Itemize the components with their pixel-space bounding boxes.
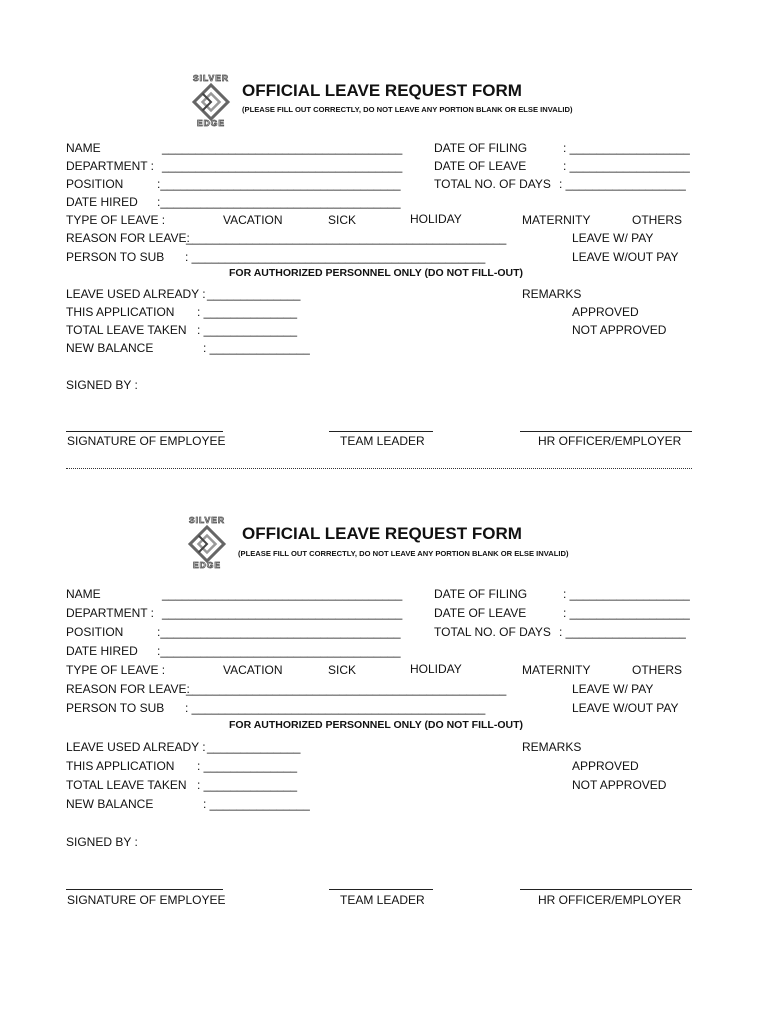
date-of-leave-field[interactable]: : __________________	[563, 159, 690, 173]
date-hired-label: DATE HIRED	[66, 195, 138, 209]
vacation-option[interactable]: VACATION	[223, 213, 283, 227]
position-field[interactable]: :____________________________________	[157, 177, 401, 191]
total-days-field[interactable]: : __________________	[559, 625, 686, 639]
signed-by-label: SIGNED BY :	[66, 835, 138, 849]
others-option[interactable]: OTHERS	[632, 213, 683, 227]
position-label: POSITION	[66, 177, 124, 191]
approved-option[interactable]: APPROVED	[572, 305, 639, 319]
leave-used-label: LEAVE USED ALREADY :	[66, 740, 206, 754]
total-taken-label: TOTAL LEAVE TAKEN	[66, 778, 187, 792]
employee-signature-line[interactable]	[66, 431, 223, 432]
sick-option[interactable]: SICK	[328, 663, 357, 677]
type-of-leave-label: TYPE OF LEAVE :	[66, 213, 166, 227]
date-of-filing-field[interactable]: : __________________	[563, 141, 690, 155]
person-to-sub-field[interactable]: : ____________________________________________	[185, 701, 486, 715]
new-balance-field[interactable]: : _______________	[203, 341, 310, 355]
leave-without-pay-option[interactable]: LEAVE W/OUT PAY	[572, 250, 679, 264]
this-application-field[interactable]: : ______________	[197, 305, 298, 319]
date-of-filing-label: DATE OF FILING	[434, 141, 528, 155]
hr-officer-label: HR OFFICER/EMPLOYER	[538, 893, 682, 907]
leave-used-field[interactable]: ______________	[207, 287, 301, 301]
total-taken-field[interactable]: : ______________	[197, 778, 298, 792]
holiday-option[interactable]: HOLIDAY	[410, 662, 462, 676]
total-taken-label: TOTAL LEAVE TAKEN	[66, 323, 187, 337]
not-approved-option[interactable]: NOT APPROVED	[572, 323, 667, 337]
team-leader-label: TEAM LEADER	[340, 893, 425, 907]
form-title: OFFICIAL LEAVE REQUEST FORM	[242, 524, 522, 543]
total-days-label: TOTAL NO. OF DAYS	[434, 625, 551, 639]
form-subtitle: (PLEASE FILL OUT CORRECTLY, DO NOT LEAVE ANY PORTION BLANK OR ELSE INVALID)	[238, 549, 569, 558]
date-of-leave-label: DATE OF LEAVE	[434, 606, 527, 620]
position-label: POSITION	[66, 625, 124, 639]
new-balance-field[interactable]: : _______________	[203, 797, 310, 811]
hr-signature-line[interactable]	[520, 889, 692, 890]
svg-text:EDGE: EDGE	[192, 560, 222, 570]
date-hired-field[interactable]: :____________________________________	[157, 644, 401, 658]
date-hired-label: DATE HIRED	[66, 644, 138, 658]
team-leader-signature-line[interactable]	[329, 431, 433, 432]
reason-field[interactable]: ________________________________________________	[186, 231, 507, 245]
signed-by-label: SIGNED BY :	[66, 378, 138, 392]
leave-with-pay-option[interactable]: LEAVE W/ PAY	[572, 231, 654, 245]
department-field[interactable]: ____________________________________	[162, 606, 403, 620]
employee-signature-label: SIGNATURE OF EMPLOYEE	[67, 893, 226, 907]
reason-label: REASON FOR LEAVE:	[66, 231, 190, 245]
silver-edge-logo-icon	[184, 72, 238, 128]
date-of-leave-label: DATE OF LEAVE	[434, 159, 527, 173]
this-application-label: THIS APPLICATION	[66, 305, 175, 319]
new-balance-label: NEW BALANCE	[66, 341, 154, 355]
this-application-label: THIS APPLICATION	[66, 759, 175, 773]
not-approved-option[interactable]: NOT APPROVED	[572, 778, 667, 792]
name-field[interactable]: ____________________________________	[162, 587, 403, 601]
vacation-option[interactable]: VACATION	[223, 663, 283, 677]
person-to-sub-label: PERSON TO SUB	[66, 250, 165, 264]
department-field[interactable]: ____________________________________	[162, 159, 403, 173]
date-of-filing-field[interactable]: : __________________	[563, 587, 690, 601]
type-of-leave-label: TYPE OF LEAVE :	[66, 663, 166, 677]
remarks-label: REMARKS	[522, 740, 582, 754]
total-days-field[interactable]: : __________________	[559, 177, 686, 191]
sick-option[interactable]: SICK	[328, 213, 357, 227]
leave-without-pay-option[interactable]: LEAVE W/OUT PAY	[572, 701, 679, 715]
department-label: DEPARTMENT :	[66, 606, 155, 620]
total-taken-field[interactable]: : ______________	[197, 323, 298, 337]
approved-option[interactable]: APPROVED	[572, 759, 639, 773]
leave-used-field[interactable]: ______________	[207, 740, 301, 754]
employee-signature-line[interactable]	[66, 889, 223, 890]
reason-field[interactable]: ________________________________________________	[186, 682, 507, 696]
total-days-label: TOTAL NO. OF DAYS	[434, 177, 551, 191]
leave-used-label: LEAVE USED ALREADY :	[66, 287, 206, 301]
person-to-sub-label: PERSON TO SUB	[66, 701, 165, 715]
position-field[interactable]: :____________________________________	[157, 625, 401, 639]
hr-signature-line[interactable]	[520, 431, 692, 432]
silver-edge-logo-icon	[180, 514, 234, 570]
hr-officer-label: HR OFFICER/EMPLOYER	[538, 434, 682, 448]
new-balance-label: NEW BALANCE	[66, 797, 154, 811]
leave-with-pay-option[interactable]: LEAVE W/ PAY	[572, 682, 654, 696]
date-hired-field[interactable]: :____________________________________	[157, 195, 401, 209]
team-leader-label: TEAM LEADER	[340, 434, 425, 448]
date-of-filing-label: DATE OF FILING	[434, 587, 528, 601]
others-option[interactable]: OTHERS	[632, 663, 683, 677]
authorized-note: FOR AUTHORIZED PERSONNEL ONLY (DO NOT FILL-OUT)	[229, 719, 523, 731]
cut-line	[66, 468, 692, 469]
remarks-label: REMARKS	[522, 287, 582, 301]
person-to-sub-field[interactable]: : ____________________________________________	[185, 250, 486, 264]
this-application-field[interactable]: : ______________	[197, 759, 298, 773]
maternity-option[interactable]: MATERNITY	[522, 663, 591, 677]
svg-text:EDGE: EDGE	[196, 118, 226, 128]
form-subtitle: (PLEASE FILL OUT CORRECTLY, DO NOT LEAVE ANY PORTION BLANK OR ELSE INVALID)	[242, 105, 573, 114]
form-title: OFFICIAL LEAVE REQUEST FORM	[242, 81, 522, 100]
reason-label: REASON FOR LEAVE:	[66, 682, 190, 696]
svg-text:SILVER: SILVER	[188, 515, 226, 525]
team-leader-signature-line[interactable]	[329, 889, 433, 890]
name-label: NAME	[66, 141, 101, 155]
name-label: NAME	[66, 587, 101, 601]
maternity-option[interactable]: MATERNITY	[522, 213, 591, 227]
holiday-option[interactable]: HOLIDAY	[410, 212, 462, 226]
department-label: DEPARTMENT :	[66, 159, 155, 173]
svg-text:SILVER: SILVER	[192, 73, 230, 83]
date-of-leave-field[interactable]: : __________________	[563, 606, 690, 620]
name-field[interactable]: ____________________________________	[162, 141, 403, 155]
authorized-note: FOR AUTHORIZED PERSONNEL ONLY (DO NOT FILL-OUT)	[229, 267, 523, 279]
employee-signature-label: SIGNATURE OF EMPLOYEE	[67, 434, 226, 448]
